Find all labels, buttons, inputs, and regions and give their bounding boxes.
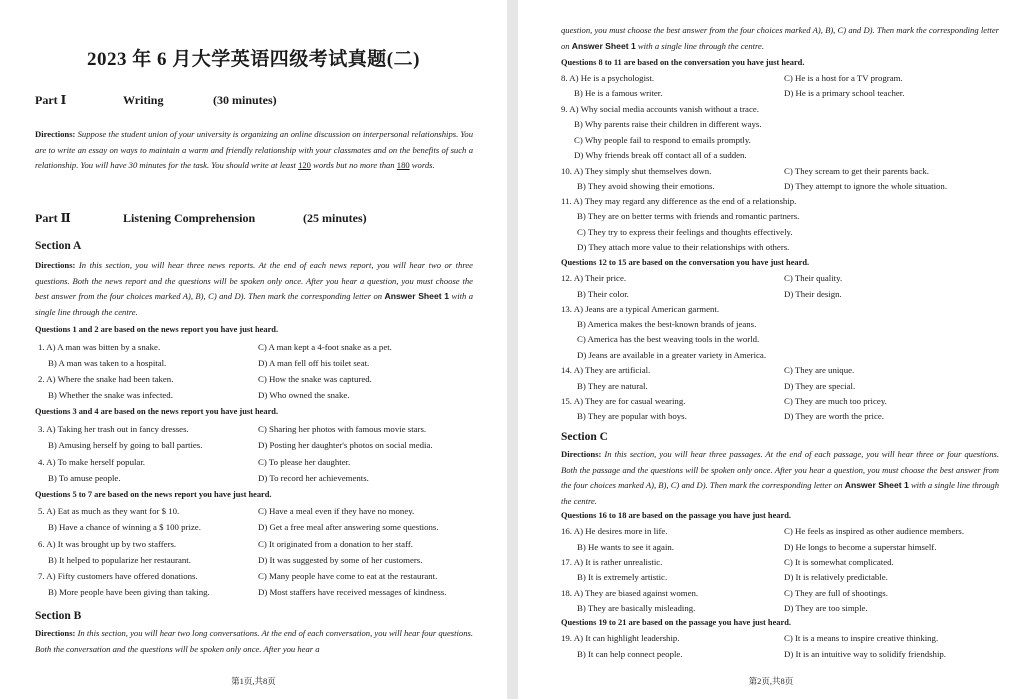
q10-option-b: B) They avoid showing their emotions. <box>577 181 715 191</box>
q14-option-d: D) They are special. <box>784 381 856 391</box>
q9-option-d: D) Why friends break off contact all of a sudden. <box>574 150 747 160</box>
part-1-name: Writing <box>123 93 164 107</box>
q17-option-a: 17. A) It is rather unrealistic. <box>561 557 663 567</box>
q12-option-d: D) Their design. <box>784 289 842 299</box>
section-a-heading: Section A <box>35 240 82 252</box>
page-2 <box>518 0 1024 699</box>
q11-option-d: D) They attach more value to their relationships with others. <box>577 242 790 252</box>
q7-option-a: 7. A) Fifty customers have offered donations. <box>38 571 198 581</box>
q3-option-d: D) Posting her daughter's photos on social media. <box>258 440 433 450</box>
section-b-heading: Section B <box>35 610 82 622</box>
q14-option-c: C) They are unique. <box>784 365 855 375</box>
question-group-16-18: Questions 16 to 18 are based on the passage you have just heard. <box>561 511 791 520</box>
q15-option-b: B) They are popular with boys. <box>577 411 687 421</box>
section-b-directions: Directions: In this section, you will hear two long conversations. At the end of each conversation, you will hear four questions. Both the conversation and the questions will be spoken only once. After you hear a <box>35 628 473 654</box>
q17-option-d: D) It is relatively predictable. <box>784 572 888 582</box>
q2-option-d: D) Who owned the snake. <box>258 390 350 400</box>
document-title: 2023 年 6 月大学英语四级考试真题(二) <box>87 49 420 70</box>
question-group-8-11: Questions 8 to 11 are based on the conversation you have just heard. <box>561 58 805 67</box>
part-1-label: Part Ⅰ <box>35 93 67 107</box>
page-1 <box>0 0 507 699</box>
q13-option-c: C) America has the best weaving tools in the world. <box>577 334 760 344</box>
q7-option-d: D) Most staffers have received messages of kindness. <box>258 587 447 597</box>
q4-option-c: C) To please her daughter. <box>258 457 351 467</box>
q6-option-c: C) It originated from a donation to her staff. <box>258 539 413 549</box>
section-c-heading: Section C <box>561 431 608 443</box>
q6-option-b: B) It helped to popularize her restaurant. <box>48 555 191 565</box>
q19-option-a: 19. A) It can highlight leadership. <box>561 633 680 643</box>
q13-option-d: D) Jeans are available in a greater variety in America. <box>577 350 767 360</box>
q3-option-a: 3. A) Taking her trash out in fancy dresses. <box>38 424 189 434</box>
page-gap <box>507 0 518 699</box>
q16-option-b: B) He wants to see it again. <box>577 542 674 552</box>
q14-option-b: B) They are natural. <box>577 381 648 391</box>
q1-option-d: D) A man fell off his toilet seat. <box>258 358 370 368</box>
q12-option-b: B) Their color. <box>577 289 629 299</box>
q5-option-a: 5. A) Eat as much as they want for $ 10. <box>38 506 180 516</box>
section-c-directions: Directions: In this section, you will hear three passages. At the end of each passage, you will hear three or four questions. Both the passage and the questions will be spoken only once. After you hear a question, you must choose the best answer from the four choices marked A), B), C) and D). Then mark the corresponding letter on Answer Sheet 1 with a single line through the centre. <box>561 449 1000 506</box>
q8-option-c: C) He is a host for a TV program. <box>784 73 903 83</box>
q12-option-c: C) Their quality. <box>784 273 843 283</box>
part-1-time: (30 minutes) <box>213 93 277 107</box>
section-b-directions-continued: question, you must choose the best answer from the four choices marked A), B), C) and D). Then mark the corresponding letter on Answer Sheet 1 with a single line through the centre. <box>561 25 999 51</box>
q1-option-a: 1. A) A man was bitten by a snake. <box>38 342 161 352</box>
q18-option-c: C) They are full of shootings. <box>784 588 888 598</box>
q10-option-a: 10. A) They simply shut themselves down. <box>561 166 712 176</box>
q4-option-a: 4. A) To make herself popular. <box>38 457 145 467</box>
q11-option-c: C) They try to express their feelings and thoughts effectively. <box>577 227 793 237</box>
q11-option-b: B) They are on better terms with friends and romantic partners. <box>577 211 800 221</box>
q10-option-d: D) They attempt to ignore the whole situation. <box>784 181 948 191</box>
q8-option-b: B) He is a famous writer. <box>574 88 663 98</box>
q2-option-a: 2. A) Where the snake had been taken. <box>38 374 174 384</box>
q1-option-b: B) A man was taken to a hospital. <box>48 358 167 368</box>
q16-option-a: 16. A) He desires more in life. <box>561 526 668 536</box>
q7-option-c: C) Many people have come to eat at the restaurant. <box>258 571 438 581</box>
q18-option-a: 18. A) They are biased against women. <box>561 588 699 598</box>
q6-option-d: D) It was suggested by some of her customers. <box>258 555 423 565</box>
q3-option-c: C) Sharing her photos with famous movie stars. <box>258 424 427 434</box>
q5-option-d: D) Get a free meal after answering some questions. <box>258 522 439 532</box>
q19-option-d: D) It is an intuitive way to solidify friendship. <box>784 649 946 659</box>
q2-option-b: B) Whether the snake was infected. <box>48 390 173 400</box>
q18-option-b: B) They are basically misleading. <box>577 603 696 613</box>
q4-option-d: D) To record her achievements. <box>258 473 369 483</box>
q10-option-c: C) They scream to get their parents back. <box>784 166 929 176</box>
page-1-footer: 第1页,共8页 <box>231 676 276 686</box>
q13-option-a: 13. A) Jeans are a typical American garment. <box>561 304 720 314</box>
q18-option-d: D) They are too simple. <box>784 603 868 613</box>
q14-option-a: 14. A) They are artificial. <box>561 365 651 375</box>
q8-option-d: D) He is a primary school teacher. <box>784 88 905 98</box>
q4-option-b: B) To amuse people. <box>48 473 121 483</box>
q12-option-a: 12. A) Their price. <box>561 273 627 283</box>
q5-option-b: B) Have a chance of winning a $ 100 prize. <box>48 522 201 532</box>
q15-option-c: C) They are much too pricey. <box>784 396 887 406</box>
q16-option-d: D) He longs to become a superstar himself. <box>784 542 937 552</box>
part-2-label: Part Ⅱ <box>35 211 71 225</box>
part-2-name: Listening Comprehension <box>123 211 256 225</box>
q5-option-c: C) Have a meal even if they have no money. <box>258 506 415 516</box>
part-2-time: (25 minutes) <box>303 211 367 225</box>
question-group-19-21: Questions 19 to 21 are based on the passage you have just heard. <box>561 618 791 627</box>
q9-option-c: C) Why people fail to respond to emails promptly. <box>574 135 751 145</box>
page-2-footer: 第2页,共8页 <box>748 676 794 686</box>
q17-option-b: B) It is extremely artistic. <box>577 572 668 582</box>
q6-option-a: 6. A) It was brought up by two staffers. <box>38 539 177 549</box>
q17-option-c: C) It is somewhat complicated. <box>784 557 894 567</box>
q2-option-c: C) How the snake was captured. <box>258 374 372 384</box>
part-1-directions: Directions: Suppose the student union of your university is organizing an online discussion on interpersonal relationships. You are to write an essay on ways to maintain a warm and friendly relationship with your classmates and on the benefits of such a relationship. You will have 30 minutes for the task. You should write at least 120 words but no more than 180 words. <box>35 129 473 170</box>
q19-option-b: B) It can help connect people. <box>577 649 683 659</box>
q13-option-b: B) America makes the best-known brands of jeans. <box>577 319 757 329</box>
question-group-5-7: Questions 5 to 7 are based on the news report you have just heard. <box>35 490 272 499</box>
q11-option-a: 11. A) They may regard any difference as the end of a relationship. <box>561 196 797 206</box>
question-group-1-2: Questions 1 and 2 are based on the news report you have just heard. <box>35 325 279 334</box>
q3-option-b: B) Amusing herself by going to ball parties. <box>48 440 203 450</box>
q8-option-a: 8. A) He is a psychologist. <box>561 73 655 83</box>
q15-option-d: D) They are worth the price. <box>784 411 884 421</box>
q9-option-b: B) Why parents raise their children in different ways. <box>574 119 762 129</box>
question-group-3-4: Questions 3 and 4 are based on the news report you have just heard. <box>35 407 279 416</box>
q9-option-a: 9. A) Why social media accounts vanish without a trace. <box>561 104 759 114</box>
q16-option-c: C) He feels as inspired as other audience members. <box>784 526 965 536</box>
section-a-directions: Directions: In this section, you will hear three news reports. At the end of each news report, you will hear two or three questions. Both the news report and the questions will be spoken only once. After you hear a question, you must choose the best answer from the four choices marked A), B), C) and D). Then mark the corresponding letter on Answer Sheet 1 with a single line through the centre. <box>35 260 473 317</box>
q7-option-b: B) More people have been giving than taking. <box>48 587 210 597</box>
question-group-12-15: Questions 12 to 15 are based on the conversation you have just heard. <box>561 258 810 267</box>
q15-option-a: 15. A) They are for casual wearing. <box>561 396 686 406</box>
q1-option-c: C) A man kept a 4-foot snake as a pet. <box>258 342 392 352</box>
q19-option-c: C) It is a means to inspire creative thinking. <box>784 633 939 643</box>
